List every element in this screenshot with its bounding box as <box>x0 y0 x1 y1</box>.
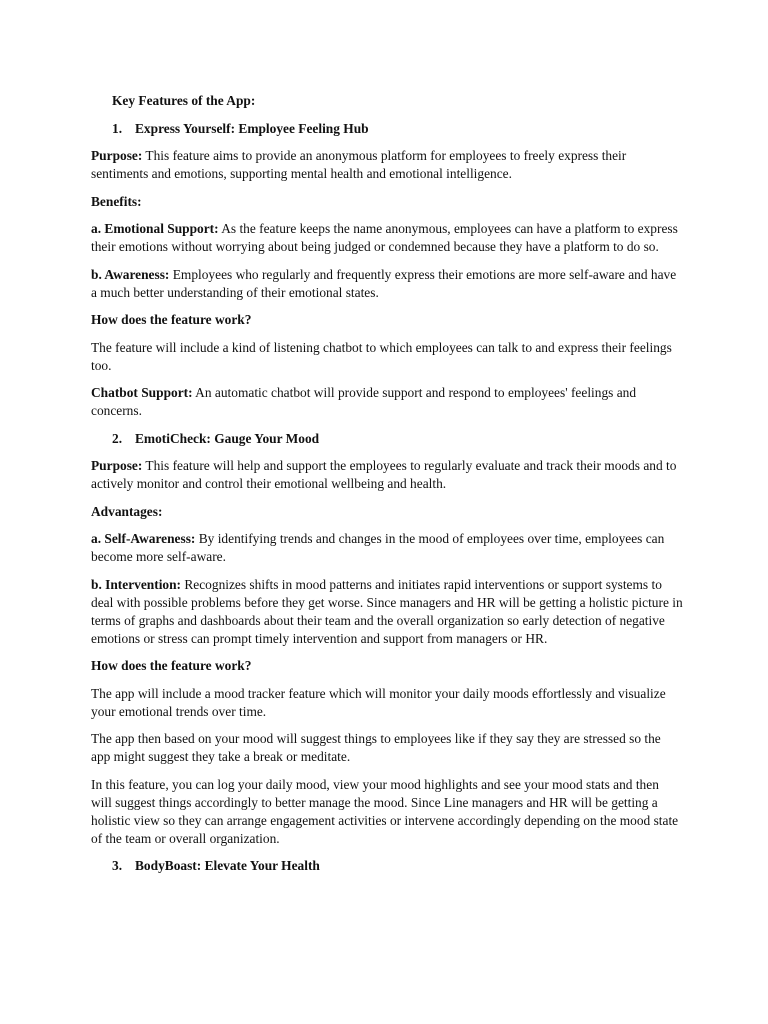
feature-1-benefit-a-text: As the feature keeps the name anonymous, employees can have a platform to express their emotions without worrying about being judged or condemned because they have a platform to do so. <box>91 221 678 254</box>
feature-3-title-text: BodyBoast: Elevate Your Health <box>135 858 320 873</box>
feature-2-advantage-a <box>91 530 683 566</box>
feature-2-number: 2. <box>112 430 123 446</box>
feature-1-purpose-text: This feature aims to provide an anonymous platform for employees to freely express their sentiments and emotions, supporting mental health and emotional intelligence. <box>91 148 627 181</box>
feature-1-chatbot-label: Chatbot Support: <box>91 385 193 400</box>
feature-2-purpose <box>91 457 683 493</box>
feature-2-advantage-a-text: By identifying trends and changes in the mood of employees over time, employees can become more self-aware. <box>91 531 665 564</box>
feature-3-number: 3. <box>112 858 123 873</box>
feature-1-benefit-b-text: Employees who regularly and frequently express their emotions are more self-aware and have a much better understanding of their emotional states. <box>91 266 677 300</box>
feature-1-benefit-a <box>91 220 683 256</box>
feature-1-title <box>112 120 683 138</box>
feature-1-benefits-heading: Benefits: <box>91 193 142 209</box>
feature-1-benefit-b-label: b. Awareness: <box>91 266 170 282</box>
feature-2-title <box>112 430 683 448</box>
feature-2-advantages-heading: Advantages: <box>91 503 163 519</box>
feature-1-chatbot-text: An automatic chatbot will provide support and respond to employees' feelings and concerns. <box>91 385 637 418</box>
feature-1-purpose <box>91 147 683 183</box>
feature-2-purpose-text: This feature will help and support the employees to regularly evaluate and track their moods and to actively monitor and control their emotional wellbeing and health. <box>91 458 677 491</box>
feature-2-how-text-1: The app will include a mood tracker feature which will monitor your daily moods effortlessly and visualize your emotional trends over time. <box>91 685 666 719</box>
feature-1-how-heading: How does the feature work? <box>91 312 252 327</box>
feature-2-purpose-label: Purpose: <box>91 458 143 473</box>
feature-2-title-text: EmotiCheck: Gauge Your Mood <box>135 430 320 446</box>
feature-2-how-text-2: The app then based on your mood will suggest things to employees like if they say they are stressed so the app might suggest they take a break or meditate. <box>91 731 661 764</box>
feature-1-title-text: Express Yourself: Employee Feeling Hub <box>135 120 369 136</box>
key-features-heading: Key Features of the App: <box>112 93 256 108</box>
feature-1-purpose-label: Purpose: <box>91 148 143 163</box>
feature-1-benefit-a-label: a. Emotional Support: <box>91 221 219 236</box>
feature-2-advantage-b-label: b. Intervention: <box>91 576 182 592</box>
feature-3-title <box>112 857 683 875</box>
feature-2-advantage-b-text: Recognizes shifts in mood patterns and initiates rapid interventions or support systems to deal with possible problems before they get worse. Since managers and HR will be getting a holistic picture in terms of graphs and dashboards about their team and the overall organization so early detection of negative emotions or stress can prompt timely intervention and support from managers or HR. <box>91 576 683 646</box>
feature-2-advantage-b <box>91 576 683 648</box>
feature-1-benefit-b <box>91 266 683 302</box>
feature-2-how-heading: How does the feature work? <box>91 658 252 673</box>
feature-1-how-text: The feature will include a kind of listening chatbot to which employees can talk to and express their feelings too. <box>91 339 672 373</box>
feature-2-advantage-a-label: a. Self-Awareness: <box>91 531 196 546</box>
feature-2-how-text-3: In this feature, you can log your daily mood, view your mood highlights and see your mood stats and then will suggest things accordingly to better manage the mood. Since Line managers and HR will be getting a holistic view so they can arrange engagement activities or intervene accordingly depending on the mood state of the team or overall organization. <box>91 776 679 846</box>
feature-1-chatbot <box>91 384 683 420</box>
feature-1-number: 1. <box>112 120 123 136</box>
document-content <box>91 92 683 885</box>
